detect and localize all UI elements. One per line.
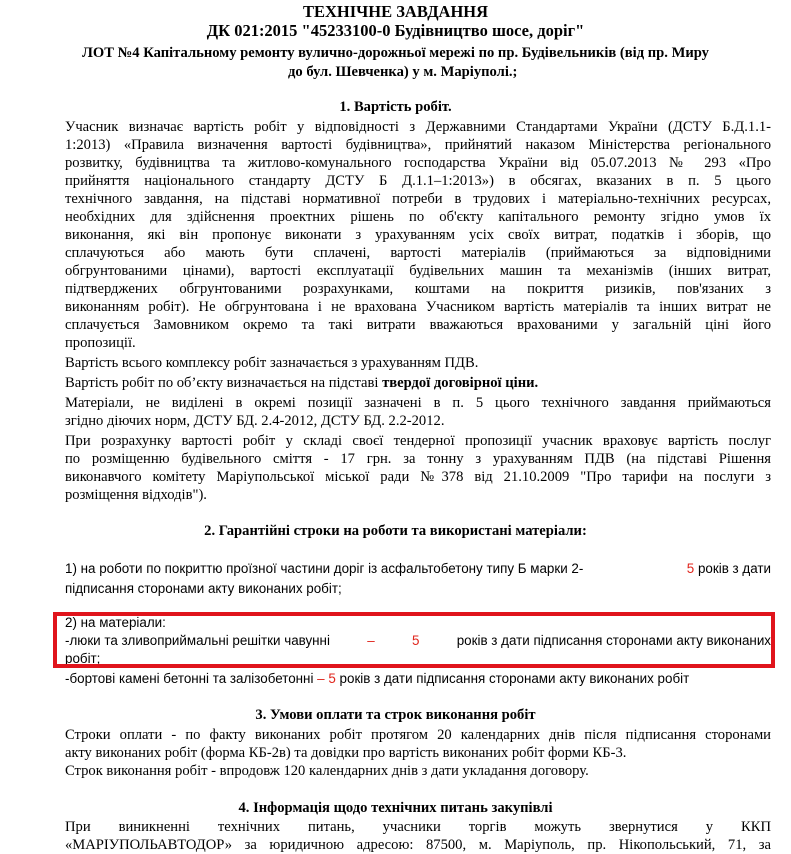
warranty-years: 5 [686, 561, 695, 576]
paragraph-line: 1:2013) «Правила визначення вартості будівництва», прийнятий наказом Міністерства регіонального [65, 137, 771, 153]
paragraph-line: необхідних для здійснення проектних рішень по об'єкту капітального ремонту згідно умов їх [65, 209, 771, 225]
price-basis-line [65, 374, 538, 392]
warranty-roads-line [65, 560, 771, 578]
price-basis-text: Вартість робіт по об’єкту визначається на підставі [65, 375, 383, 391]
curb-warranty-years: 5 [328, 671, 336, 686]
highlight-box [53, 612, 775, 668]
document-title: ТЕХНІЧНЕ ЗАВДАННЯ [302, 2, 489, 21]
dk-code: ДК 021:2015 "45233100-0 Будівництво шосе, доріг" [206, 21, 585, 40]
vat-line: Вартість всього комплексу робіт зазначається з урахуванням ПДВ. [65, 355, 479, 371]
execution-term-line: Строк виконання робіт - впродовж 120 календарних днів з дати укладання договору. [65, 763, 589, 779]
curb-warranty-text: -бортові камені бетонні та залізобетонні [65, 671, 314, 686]
curb-warranty-tail: років з дати підписання сторонами акту виконаних робіт [339, 671, 690, 686]
payment-terms-line: Строки оплати - по факту виконаних робіт протягом 20 календарних днів після підписання сторонами [65, 727, 771, 743]
payment-terms-line: акту виконаних робіт (форма КБ-2в) та довідки про вартість виконаних робіт форми КБ-3. [65, 745, 627, 761]
paragraph-line: прийняття національного стандарту ДСТУ Б Д.1.1–1:2013») в обсягах, вказаних в п. 5 цього [65, 173, 771, 189]
curb-warranty-line [65, 670, 689, 688]
waste-line: по розміщенню будівельного сміття - 17 грн. за тонну з урахуванням ПДВ (на підставі Рішення [65, 451, 771, 467]
warranty-materials-title: 2) на матеріали: [65, 615, 166, 630]
technical-questions-line: При виникненні технічних питань, учасники торгів можуть звернутися у ККП [65, 819, 771, 835]
paragraph-line: сплачуються або мають бути сплачені, вартості матеріалів (приймаються за відповідними [65, 245, 771, 261]
paragraph-line: пропозиції. [65, 335, 136, 351]
waste-line: При розрахунку вартості робіт у складі своєї тендерної пропозиції учасник враховує вартість послуг [65, 433, 771, 449]
hatch-warranty-tail: років з дати підписання сторонами акту виконаних [456, 633, 771, 648]
materials-line: згідно діючих норм, ДСТУ БД. 2.4-2012, ДСТУ БД. 2.2-2012. [65, 413, 445, 429]
waste-line: виконавчого комітету Маріупольської міської ради №378 від 21.10.2009 "Про тарифи на послуги з [65, 469, 771, 485]
section-3-heading: 3. Умови оплати та строк виконання робіт [255, 707, 536, 723]
warranty-roads-text: 1) на роботи по покриттю проїзної частини доріг із асфальтобетону типу Б марки 2- [65, 561, 584, 576]
section-4-heading: 4. Інформація щодо технічних питань закупівлі [238, 800, 553, 816]
waste-line: розміщення відходів"). [65, 487, 207, 503]
materials-line: Матеріали, не виділені в окремі позиції зазначені в п. 5 цього технічного завдання приймаються [65, 395, 771, 411]
price-basis-bold: твердої договірної ціни. [382, 375, 539, 391]
paragraph-line: виконання, які він пропонує виконати з урахуванням усіх своїх витрат, податків і зборів, що [65, 227, 771, 243]
hatch-warranty-years: 5 [411, 633, 420, 648]
curb-warranty-dash: – [317, 671, 325, 686]
paragraph-line: підтверджених обгрунтованими розрахунками, коштами на покриття ризиків, пов'язаних з [65, 281, 771, 297]
paragraph-line: сплачується Замовником окремо та такі витрати вважаються врахованими у загальній ціні його [65, 317, 771, 333]
section-1-heading: 1. Вартість робіт. [339, 99, 452, 115]
hatch-warranty-dash: – [367, 633, 375, 648]
warranty-roads-tail: років з дати [697, 561, 771, 576]
lot-line-1: ЛОТ №4 Капітальному ремонту вулично-дорожньої мережі по пр. Будівельників (від пр. Миру [82, 45, 709, 61]
hatch-warranty-text: -люки та зливоприймальні решітки чавунні [65, 633, 330, 648]
paragraph-line: розвитку, будівництва та житлово-комунального господарства України від 05.07.2013 № 293 «Про [65, 155, 771, 171]
paragraph-line: виконанням робіт). Не обгрунтована і не врахована Учасником вартість матеріалів та інших витрат не [65, 299, 771, 315]
lot-line-2: до бул. Шевченка) у м. Маріуполі.; [288, 64, 518, 80]
paragraph-line: технічного завдання, на підставі нормативної потреби в трудових і матеріально-технічних ресурсах, [65, 191, 771, 207]
paragraph-line: обгрунтованими цінами), вартості експлуатації будівельних машин та механізмів (інших витрат, [65, 263, 771, 279]
technical-questions-line: «МАРІУПОЛЬАВТОДОР» за юридичною адресою: 87500, м. Маріуполь, пр. Нікопольський, 71, за [65, 837, 771, 853]
warranty-roads-line-2: підписання сторонами акту виконаних робіт; [65, 581, 342, 596]
section-2-heading: 2. Гарантійні строки на роботи та використані матеріали: [204, 523, 587, 539]
hatch-warranty-line-2: робіт; [65, 651, 101, 666]
paragraph-line: Учасник визначає вартість робіт у відповідності з Державними Стандартами України (ДСТУ Б.Д.1.1- [65, 119, 771, 135]
